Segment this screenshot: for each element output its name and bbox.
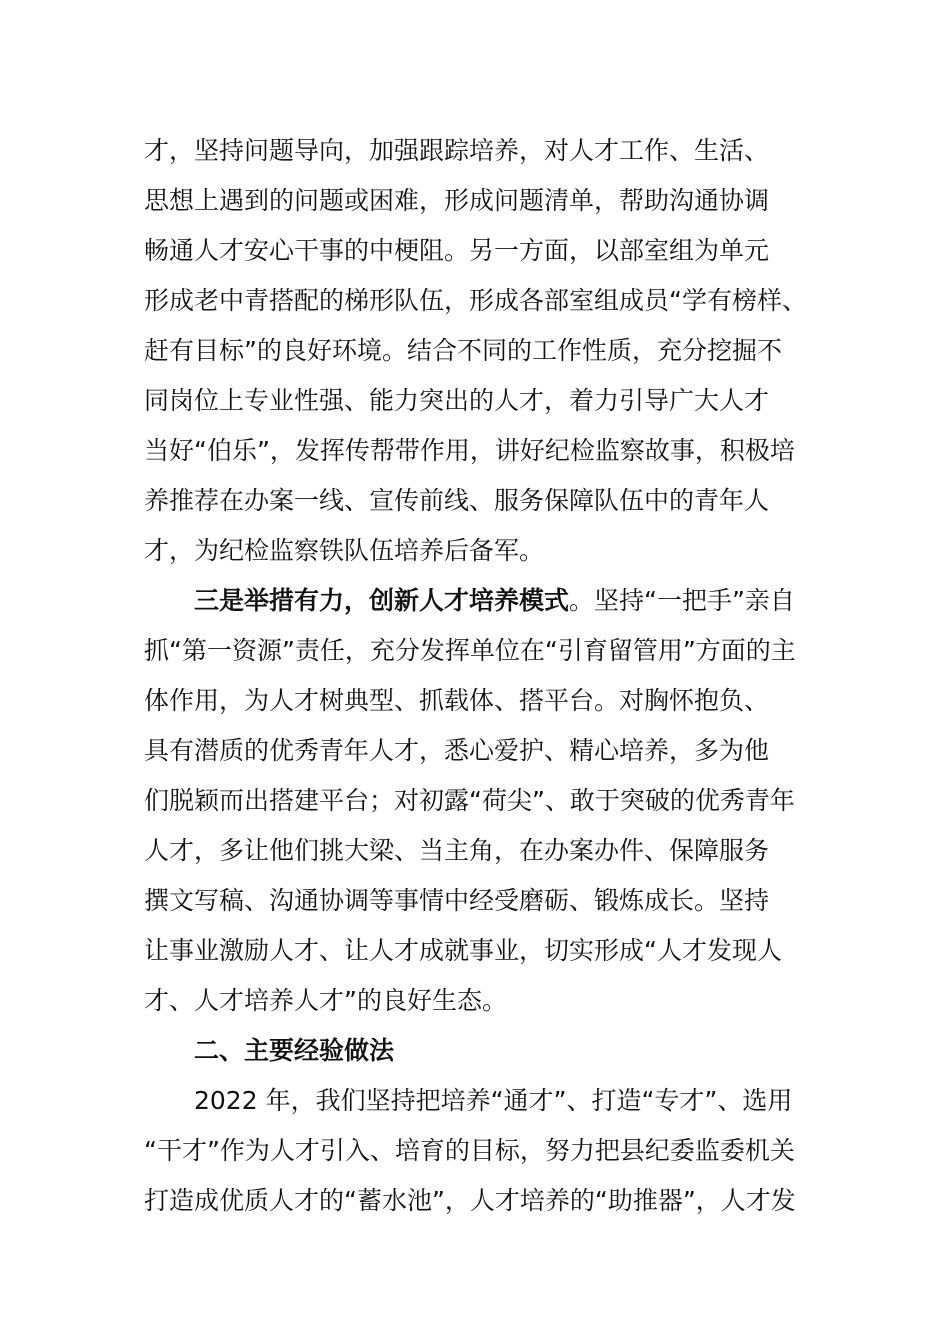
paragraph-line: 打造成优质人才的“蓄水池”，人才培养的“助推器”，人才发: [144, 1186, 796, 1215]
paragraph-line: 们脱颖而出搭建平台；对初露“荷尖”、敢于突破的优秀青年: [144, 786, 795, 815]
paragraph-line: 才，坚持问题导向，加强跟踪培养，对人才工作、生活、: [144, 136, 770, 165]
paragraph-line: 思想上遇到的问题或困难，形成问题清单，帮助沟通协调: [144, 186, 770, 215]
paragraph-line: 才、人才培养人才”的良好生态。: [144, 986, 507, 1015]
paragraph-line: 畅通人才安心干事的中梗阻。另一方面，以部室组为单元: [144, 236, 770, 265]
paragraph-lead-heading: 三是举措有力，创新人才培养模式: [194, 586, 570, 615]
paragraph-text: 。坚持“一把手”亲自: [569, 586, 795, 615]
paragraph-line: 人才，多让他们挑大梁、当主角，在办案办件、保障服务: [144, 836, 770, 865]
section-heading: 二、主要经验做法: [194, 1036, 395, 1065]
paragraph-line: 同岗位上专业性强、能力突出的人才，着力引导广大人才: [144, 386, 770, 415]
paragraph-line: 抓“第一资源”责任，充分发挥单位在“引育留管用”方面的主: [144, 636, 796, 665]
paragraph-line: 让事业激励人才、让人才成就事业，切实形成“人才发现人: [144, 936, 782, 965]
paragraph-line: 2022 年，我们坚持把培养“通才”、打造“专才”、选用: [194, 1086, 793, 1115]
paragraph-line: 赶有目标”的良好环境。结合不同的工作性质，充分挖掘不: [144, 336, 782, 365]
paragraph-line: 形成老中青搭配的梯形队伍，形成各部室组成员“学有榜样、: [144, 286, 807, 315]
section-heading-line: [144, 1026, 824, 1076]
paragraph-line: 体作用，为人才树典型、抓载体、搭平台。对胸怀抱负、: [144, 686, 770, 715]
paragraph-line: 撰文写稿、沟通协调等事情中经受磨砺、锻炼成长。坚持: [144, 886, 770, 915]
body-text: [144, 126, 824, 1226]
paragraph-line: [144, 576, 824, 626]
paragraph-line: 当好“伯乐”，发挥传帮带作用，讲好纪检监察故事，积极培: [144, 436, 795, 465]
paragraph-line: 才，为纪检监察铁队伍培养后备军。: [144, 536, 545, 565]
paragraph-line: 养推荐在办案一线、宣传前线、服务保障队伍中的青年人: [144, 486, 770, 515]
paragraph-line: “干才”作为人才引入、培育的目标，努力把县纪委监委机关: [144, 1136, 795, 1165]
paragraph-line: 具有潜质的优秀青年人才，悉心爱护、精心培养，多为他: [144, 736, 770, 765]
